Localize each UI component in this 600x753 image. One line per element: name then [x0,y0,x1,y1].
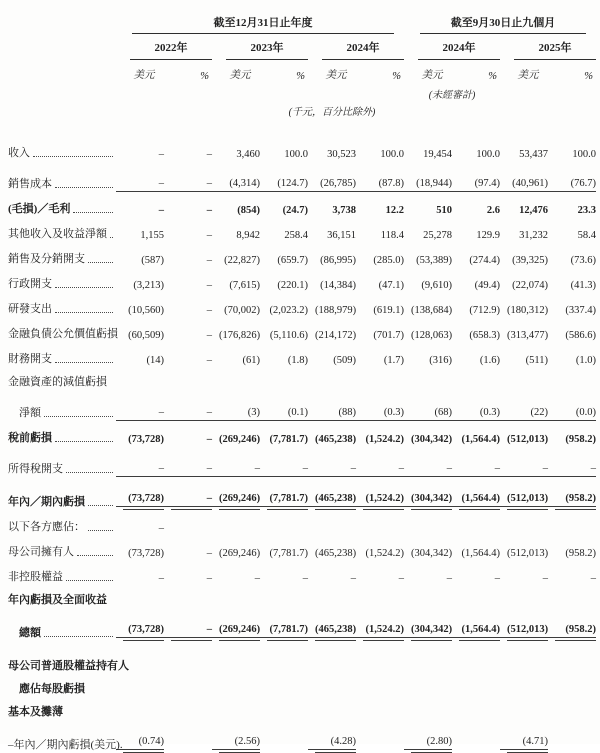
cell-value: (2.80) [404,736,452,750]
row-label: –年內／期內虧損(美元). [8,739,123,751]
dot-leader [33,156,113,157]
cell-value: (87.8) [356,178,404,192]
cell-value: (269,246) [219,548,261,559]
cell-value: (511) [525,355,549,366]
row-label: 母公司普通股權益持有人 [8,660,129,672]
cell-value: (7,615) [229,280,260,291]
table-row [8,560,596,585]
cell-value: (1.6) [479,355,501,366]
cell-value: – [350,573,356,584]
cell-value: (313,477) [507,330,549,341]
cell-value: (1,564.4) [452,624,500,638]
cell-value: (5,110.6) [269,330,308,341]
table-row [8,342,596,367]
cell-value: (73,728) [116,493,164,507]
cell-value: (214,172) [315,330,357,341]
cell-value: (269,246) [212,624,260,638]
row-label: 應佔每股虧損 [19,683,85,695]
cell-value: – [158,523,164,534]
cell-value: – [398,573,405,584]
cell-value: – [164,407,212,421]
cell-value: – [116,178,164,192]
cell-value: – [206,230,212,241]
row-label: 稅前虧損 [8,432,52,444]
cell-value: (337.4) [565,305,597,316]
cell-value: (128,063) [411,330,453,341]
cell-value: – [500,463,548,477]
cell-value: – [452,463,500,477]
cell-value: (512,013) [500,493,548,507]
cell-value: (465,238) [315,548,357,559]
year-header-row [8,34,596,60]
cell-value: 118.4 [380,230,405,241]
dot-leader [44,636,113,637]
cell-value: (86,995) [320,255,356,266]
cell-value: – [116,407,164,421]
period-nine-month-header: 截至9月30日止九個月 [420,10,586,34]
header-gap [8,118,596,136]
cell-value: – [446,573,453,584]
cell-value: (180,312) [507,305,549,316]
dot-leader [55,187,113,188]
cell-value: (14,384) [320,280,356,291]
header-spacer [8,10,116,34]
unit-percent-label: % [200,71,209,82]
cell-value: (4.28) [308,736,356,750]
cell-value: (26,785) [308,178,356,192]
cell-value: – [494,573,501,584]
dot-leader [55,441,113,442]
cell-value: 100.0 [380,149,405,160]
cell-value: (7,781.7) [269,548,308,559]
table-row [8,510,596,535]
cell-value: – [590,573,597,584]
cell-value: (7,781.7) [260,493,308,507]
dot-leader [55,312,113,313]
cell-value: – [164,493,212,507]
table-row [8,292,596,317]
cell-value: (4.71) [500,736,548,750]
dot-leader [88,530,113,531]
cell-value: (73.6) [570,255,597,266]
cell-value: (49.4) [474,280,501,291]
cell-value: (2,023.2) [269,305,308,316]
cell-value: (14) [146,355,164,366]
cell-value: – [206,573,212,584]
dot-leader [88,262,113,263]
cell-value: (10,560) [128,305,164,316]
table-row [8,446,596,477]
table-row [8,217,596,242]
cell-value: (7,781.7) [269,434,308,445]
row-label: 基本及攤薄 [8,706,63,718]
table-row [8,192,596,217]
cell-value: 53,437 [519,149,549,160]
cell-value: – [206,149,212,160]
unaudited-note-row [8,82,596,101]
row-label: 研發支出 [8,303,52,315]
table-row [8,267,596,292]
row-label: 淨額 [19,407,41,419]
cell-value: (0.74) [116,736,164,750]
financial-summary-table [8,10,596,753]
cell-value: (0.0) [548,407,596,421]
unit-percent-label: % [488,71,498,82]
table-row [8,317,596,342]
cell-value: (0.3) [452,407,500,421]
cell-value: (274.4) [469,255,501,266]
table-row [8,608,596,641]
cell-value: – [116,463,164,477]
cell-value: (138,684) [411,305,453,316]
table-row [8,585,596,608]
cell-value: (1,564.4) [461,434,501,445]
cell-value: (712.9) [469,305,501,316]
table-row [8,367,596,390]
unit-usd-label: 美元 [421,70,443,81]
cell-value: – [260,463,308,477]
unit-percent-label: % [392,71,402,82]
dot-leader [66,472,113,473]
cell-value: – [206,330,212,341]
row-label: (毛損)／毛利 [8,203,71,215]
cell-value: (1,564.4) [452,493,500,507]
row-label: 銷售及分銷開支 [8,253,85,265]
cell-value: – [158,205,164,216]
cell-value: (22) [500,407,548,421]
table-row [8,421,596,446]
cell-value: (512,013) [500,624,548,638]
units-note: (千元，百分比除外) [288,107,376,118]
cell-value: (76.7) [548,178,596,192]
cell-value: – [302,573,308,584]
year-2023: 2023年 [226,39,308,60]
row-label: 年內／期內虧損 [8,496,85,508]
table-row [8,136,596,161]
cell-value: (958.2) [548,624,596,638]
cell-value: (40,961) [500,178,548,192]
cell-value: (958.2) [565,434,597,445]
cell-value: (1.7) [383,355,405,366]
cell-value: – [158,149,164,160]
cell-value: – [206,305,212,316]
cell-value: (18,944) [404,178,452,192]
cell-value: 23.3 [577,205,597,216]
cell-value: (61) [242,355,260,366]
cell-value: 2.6 [486,205,501,216]
row-label: 非控股權益 [8,571,63,583]
table-row [8,674,596,697]
cell-value: (0.1) [260,407,308,421]
cell-value: – [206,355,212,366]
financial-table-body [8,136,596,753]
cell-value: 100.0 [284,149,308,160]
cell-value: (7,781.7) [260,624,308,638]
cell-value: (316) [429,355,453,366]
row-label: 以下各方應佔： [8,521,85,533]
dot-leader [88,505,113,506]
cell-value: (3,213) [133,280,164,291]
table-row [8,720,596,753]
cell-value: (73,728) [116,624,164,638]
period-header-row [8,10,596,34]
cell-value: (512,013) [507,548,549,559]
cell-value: – [206,280,212,291]
cell-value: – [206,255,212,266]
cell-value: (9,610) [421,280,453,291]
cell-value: (958.2) [548,493,596,507]
cell-value: 12.2 [385,205,405,216]
cell-value: – [206,434,212,445]
table-row [8,477,596,510]
cell-value: (465,238) [315,434,357,445]
cell-value: (269,246) [212,493,260,507]
cell-value: 58.4 [577,230,597,241]
year-2024-ninemonth: 2024年 [418,39,500,60]
cell-value: (304,342) [411,434,453,445]
row-label: 年內虧損及全面收益 [8,594,107,606]
row-label: 銷售成本 [8,178,52,190]
cell-value: (73,728) [128,548,164,559]
dot-leader [77,555,113,556]
cell-value: (24.7) [282,205,308,216]
cell-value: (285.0) [373,255,405,266]
cell-value: (1,524.2) [356,624,404,638]
cell-value: 31,232 [519,230,549,241]
year-2022: 2022年 [130,39,212,60]
cell-value: (60,509) [128,330,164,341]
row-label: 行政開支 [8,278,52,290]
row-label: 金融資產的減值虧損 [8,376,107,388]
cell-value: (659.7) [277,255,308,266]
cell-value: (4,314) [212,178,260,192]
row-label: 財務開支 [8,353,52,365]
table-row [8,161,596,192]
row-label: 母公司擁有人 [8,546,74,558]
cell-value: (3) [212,407,260,421]
cell-value: 510 [436,205,453,216]
cell-value: (68) [404,407,452,421]
cell-value: (658.3) [469,330,501,341]
cell-value: (2.56) [212,736,260,750]
cell-value: (41.3) [570,280,597,291]
row-label: 金融負債公允價值虧損 [8,328,118,340]
cell-value: – [158,573,164,584]
cell-value: (1,524.2) [365,548,405,559]
cell-value: 3,460 [236,149,260,160]
cell-value: 30,523 [327,149,356,160]
cell-value: (304,342) [411,548,453,559]
dot-leader [44,416,113,417]
cell-value: 36,151 [327,230,356,241]
unit-usd-label: 美元 [517,70,539,81]
cell-value: (176,826) [219,330,261,341]
dot-leader [73,212,113,213]
cell-value: (512,013) [507,434,549,445]
cell-value: (220.1) [277,280,308,291]
units-note-row [8,101,596,118]
cell-value: 100.0 [476,149,501,160]
cell-value: (586.6) [565,330,597,341]
unit-percent-label: % [584,71,594,82]
cell-value: 19,454 [423,149,453,160]
row-label: 其他收入及收益淨額 [8,228,107,240]
cell-value: – [206,548,212,559]
cell-value: – [548,463,596,477]
period-annual-header: 截至12月31日止年度 [132,10,394,34]
cell-value: (304,342) [404,493,452,507]
cell-value: – [212,463,260,477]
cell-value: – [164,624,212,638]
row-label: 所得稅開支 [8,463,63,475]
cell-value: (124.7) [260,178,308,192]
cell-value: 129.9 [476,230,501,241]
cell-value: 8,942 [236,230,260,241]
cell-value: 100.0 [572,149,597,160]
year-2024: 2024年 [322,39,404,60]
table-row [8,697,596,720]
cell-value: – [404,463,452,477]
cell-value: (465,238) [308,624,356,638]
table-row [8,535,596,560]
unaudited-note: (未經審計) [428,90,476,101]
cell-value: (39,325) [512,255,549,266]
dot-leader [110,237,113,238]
unit-header-row [8,60,596,82]
cell-value: (0.3) [356,407,404,421]
cell-value: (73,728) [128,434,164,445]
row-label: 總額 [19,627,41,639]
cell-value: 25,278 [423,230,453,241]
cell-value: 258.4 [284,230,308,241]
cell-value: (1,564.4) [461,548,501,559]
cell-value: (22,074) [512,280,549,291]
cell-value: (1,524.2) [365,434,405,445]
cell-value: 1,155 [140,230,164,241]
cell-value: – [542,573,549,584]
cell-value: – [164,178,212,192]
cell-value: (70,002) [224,305,260,316]
cell-value: – [356,463,404,477]
dot-leader [66,580,113,581]
cell-value: (47.1) [378,280,405,291]
unit-usd-label: 美元 [325,70,347,81]
cell-value: (1.8) [287,355,308,366]
unit-usd-label: 美元 [133,70,155,81]
cell-value: (587) [141,255,164,266]
row-label: 收入 [8,147,30,159]
cell-value: (465,238) [308,493,356,507]
cell-value: – [254,573,260,584]
dot-leader [55,287,113,288]
cell-value: 12,476 [519,205,549,216]
dot-leader [55,362,113,363]
unit-usd-label: 美元 [229,70,251,81]
cell-value: – [206,205,212,216]
year-2025-ninemonth: 2025年 [514,39,596,60]
cell-value: – [164,463,212,477]
table-row [8,641,596,674]
table-row [8,390,596,421]
cell-value: (22,827) [224,255,260,266]
cell-value: (1,524.2) [356,493,404,507]
cell-value: (701.7) [373,330,405,341]
cell-value: (188,979) [315,305,357,316]
cell-value: (53,389) [416,255,453,266]
cell-value: (269,246) [219,434,261,445]
cell-value: – [308,463,356,477]
cell-value: (509) [333,355,356,366]
cell-value: (304,342) [404,624,452,638]
cell-value: (1.0) [575,355,597,366]
cell-value: (854) [237,205,260,216]
cell-value: 3,738 [332,205,356,216]
cell-value: (88) [308,407,356,421]
cell-value: (619.1) [373,305,405,316]
cell-value: (958.2) [565,548,597,559]
table-row [8,242,596,267]
cell-value: (97.4) [452,178,500,192]
unit-percent-label: % [296,71,305,82]
